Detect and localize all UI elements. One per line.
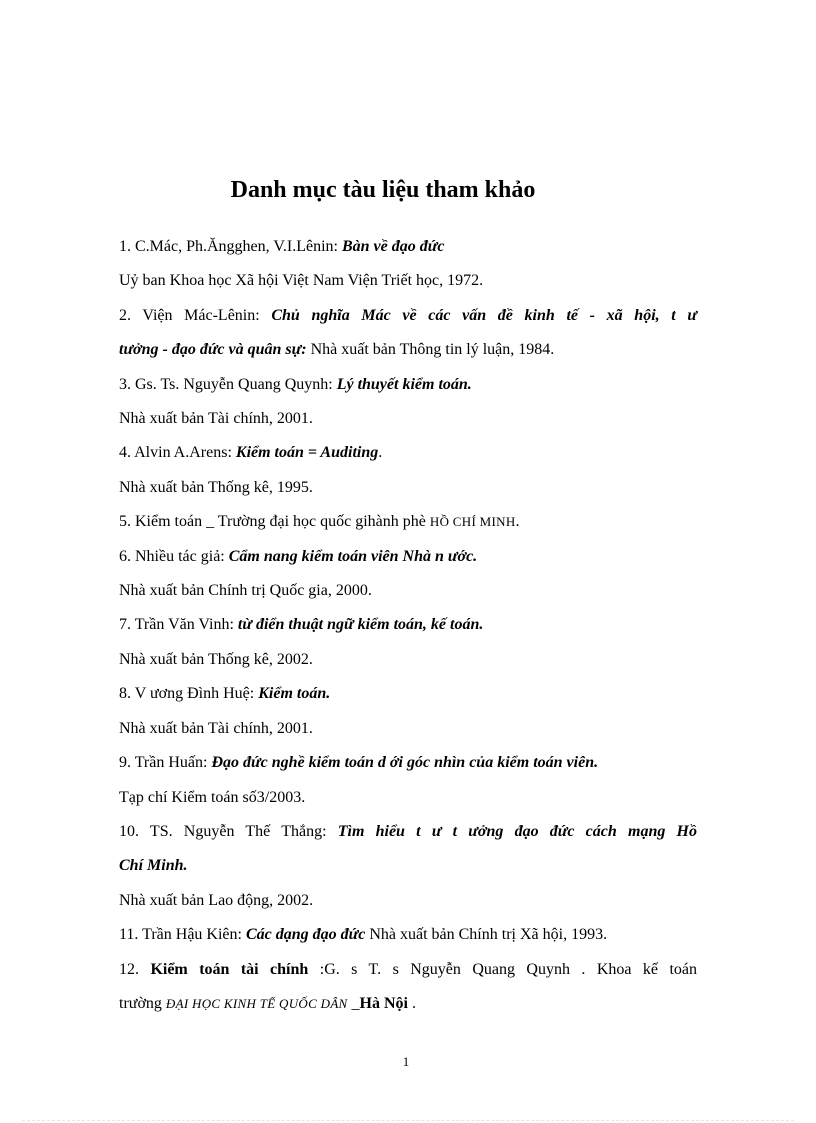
ref-6-publisher: Nhà xuất bản Chính trị Quốc gia, 2000.: [119, 582, 372, 600]
ref-5-suffix: .: [515, 513, 520, 531]
ref-10-author: 10. TS. Nguyễn Thế Thắng:: [119, 822, 338, 840]
ref-5: [119, 505, 697, 539]
ref-5-city: HỒ CHÍ MINH: [429, 514, 516, 530]
ref-11-publisher: Nhà xuất bản Chính trị Xã hội, 1993.: [365, 926, 608, 944]
ref-2-cont: [119, 333, 697, 367]
ref-4-suffix: .: [378, 444, 383, 462]
ref-6-title: Cẩm nang kiểm toán viên Nhà n ước.: [228, 547, 478, 565]
page-title: Danh mục tàu liệu tham khảo: [230, 177, 536, 203]
ref-1-title: Bàn về đạo đức: [341, 238, 445, 255]
ref-4: [119, 436, 697, 470]
ref-12-title: Kiểm toán tài chính: [150, 960, 309, 978]
ref-10-cont: [119, 849, 697, 883]
ref-12-end: .: [407, 994, 416, 1012]
ref-3-publisher: Nhà xuất bản Tài chính, 2001.: [119, 410, 313, 428]
ref-4-author: 4. Alvin A.Arens:: [119, 444, 236, 462]
ref-11-author: 11. Trần Hậu Kiên:: [119, 926, 246, 944]
ref-6-author: 6. Nhiều tác giả:: [119, 547, 229, 565]
ref-12-city: Hà Nội: [359, 994, 408, 1012]
ref-8-title: Kiểm toán.: [258, 685, 331, 703]
ref-7: [119, 608, 697, 642]
ref-5-text: 5. Kiểm toán _ Trường đại học quốc gihành phè: [119, 513, 430, 531]
ref-12-sep: _: [347, 994, 360, 1012]
ref-12-author: :G. s T. s Nguyễn Quang Quynh . Khoa kế toán: [308, 960, 698, 978]
ref-11: [119, 918, 697, 952]
ref-3-title: Lý thuyết kiểm toán.: [336, 375, 472, 393]
ref-12-prefix: trường: [119, 994, 166, 1012]
ref-9-publisher: Tạp chí Kiểm toán số3/2003.: [119, 788, 306, 806]
ref-6: [119, 540, 697, 574]
ref-8-author: 8. V ương Đình Huệ:: [119, 685, 259, 703]
ref-2-title-b: tưởng - đạo đức và quân sự:: [119, 341, 307, 359]
ref-4-publisher: Nhà xuất bản Thống kê, 1995.: [119, 478, 313, 496]
ref-12-number: 12.: [119, 960, 151, 978]
ref-12: [119, 953, 697, 987]
ref-10-publisher: Nhà xuất bản Lao động, 2002.: [119, 891, 314, 909]
reference-list: [119, 230, 697, 1021]
ref-2-publisher: Nhà xuất bản Thông tin lý luận, 1984.: [306, 341, 555, 359]
page-bottom-divider: [22, 1120, 794, 1121]
ref-1-publisher: Uỷ ban Khoa học Xã hội Việt Nam Viện Triết học, 1972.: [119, 272, 484, 290]
ref-12-school: ĐẠI HỌC KINH TẾ QUỐC DÂN: [165, 995, 348, 1011]
ref-9-author: 9. Trần Huấn:: [119, 754, 212, 772]
ref-1: [119, 230, 697, 264]
ref-10: [119, 815, 697, 849]
ref-2-title-a: Chủ nghĩa Mác về các vấn đề kinh tế - xã hội, t ư: [271, 306, 697, 324]
ref-3-author: 3. Gs. Ts. Nguyễn Quang Quynh:: [119, 375, 337, 393]
ref-8: [119, 677, 697, 711]
ref-7-title: từ điển thuật ngữ kiểm toán, kế toán.: [237, 616, 484, 634]
ref-4-title: Kiểm toán = Auditing: [235, 444, 379, 462]
ref-2: [119, 299, 697, 333]
ref-11-title: Các dạng đạo đức: [245, 926, 366, 944]
ref-3: [119, 368, 697, 402]
ref-9-title: Đạo đức nghề kiểm toán d ới góc nhìn của kiểm toán viên.: [211, 754, 599, 772]
ref-8-publisher: Nhà xuất bản Tài chính, 2001.: [119, 719, 313, 737]
ref-12-cont: [119, 987, 697, 1021]
ref-7-publisher: Nhà xuất bản Thống kê, 2002.: [119, 650, 313, 668]
ref-2-author: 2. Viện Mác-Lênin:: [119, 306, 272, 324]
ref-9: [119, 746, 697, 780]
page-number: 1: [402, 1054, 410, 1069]
ref-1-author: 1. C.Mác, Ph.Ăngghen, V.I.Lênin:: [119, 238, 342, 255]
ref-10-title-a: Tìm hiểu t ư t ưởng đạo đức cách mạng Hồ: [337, 822, 698, 840]
ref-7-author: 7. Trần Văn Vinh:: [119, 616, 238, 634]
ref-10-title-b: Chí Minh.: [119, 857, 188, 875]
